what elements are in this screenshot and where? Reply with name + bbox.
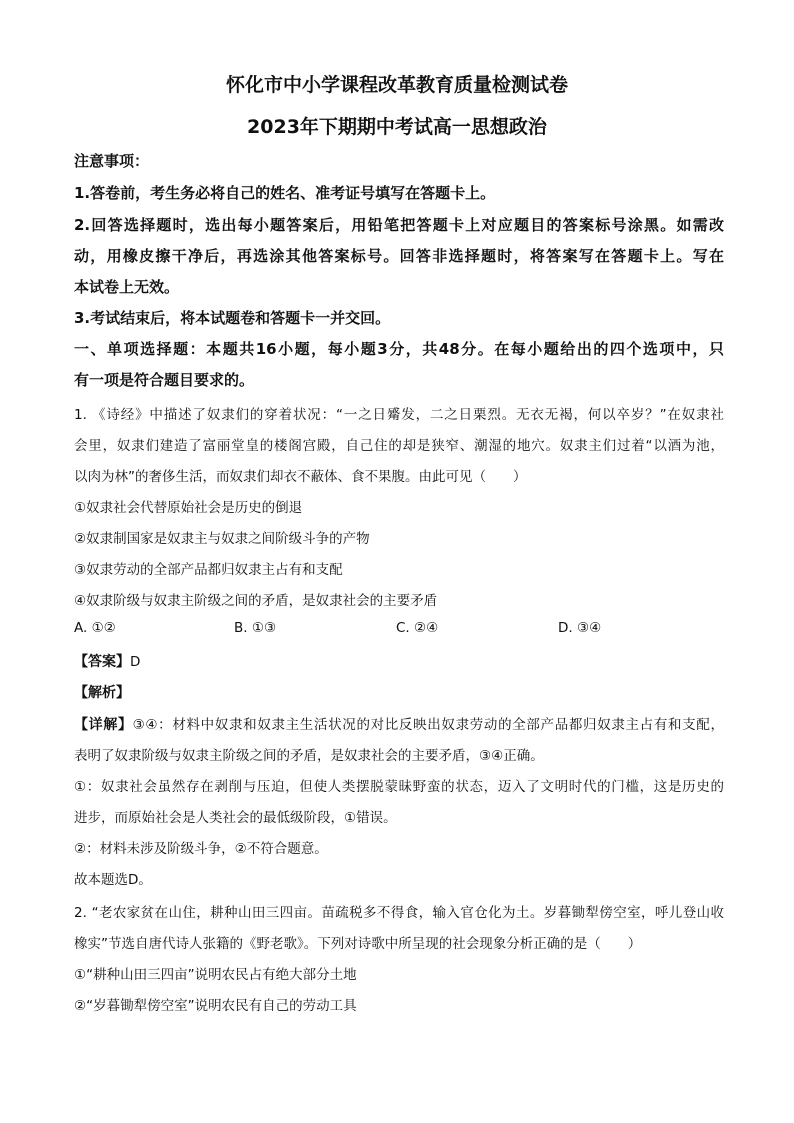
question-2-statement-1: ①“耕种山田三四亩”说明农民占有绝大部分土地: [74, 967, 357, 983]
question-2-statement-2: ②“岁暮锄犁傍空室”说明农民有自己的劳动工具: [74, 998, 357, 1014]
detail-text-1: ③④：材料中奴隶和奴隶主生活状况的对比反映出奴隶劳动的全部产品都归奴隶主占有和支配，: [132, 717, 724, 733]
question-2-stem-line-1: 2. “老农家贫在山住，耕种山田三四亩。苗疏税多不得食，输入官仓化为土。岁暮锄犁傍空室，呼儿登山收: [74, 905, 724, 921]
notice-item-2-line-3: 本试卷上无效。: [74, 278, 180, 296]
answer-value: D: [130, 654, 141, 670]
question-1-stem-line-1: 1. 《诗经》中描述了奴隶们的穿着状况：“一之日觱发，二之日栗烈。无衣无褐，何以卒岁？”在奴隶社: [74, 407, 724, 423]
analysis-tag: 【解析】: [74, 685, 130, 701]
question-1-statement-2: ②奴隶制国家是奴隶主与奴隶之间阶级斗争的产物: [74, 531, 370, 547]
answer-tag: 【答案】: [74, 654, 130, 670]
section-heading-line-2: 有一项是符合题目要求的。: [74, 371, 255, 389]
exam-subtitle: 2023年下期期中考试高一思想政治: [247, 116, 547, 138]
question-1-conclusion: 故本题选D。: [74, 872, 152, 888]
question-1-statement-1: ①奴隶社会代替原始社会是历史的倒退: [74, 500, 303, 516]
question-1-option-c: C. ②④: [396, 620, 439, 636]
question-1-answer: [74, 651, 724, 671]
question-1-option-b: B. ①③: [234, 620, 277, 636]
notice-item-2-line-2: 动，用橡皮擦干净后，再选涂其他答案标号。回答非选择题时，将答案写在答题卡上。写在: [74, 247, 724, 265]
question-1-stem-line-3: 以肉为林”的奢侈生活，而奴隶们却衣不蔽体、食不果腹。由此可见（ ）: [74, 469, 527, 485]
question-1-detail-line-5: ②：材料未涉及阶级斗争，②不符合题意。: [74, 841, 328, 857]
section-heading-line-1: 一、单项选择题：本题共16小题，每小题3分，共48分。在每小题给出的四个选项中，只: [74, 340, 724, 358]
question-1-stem-line-2: 会里，奴隶们建造了富丽堂皇的楼阁宫殿，自己住的却是狭窄、潮湿的地穴。奴隶主们过着“以酒为池，: [74, 438, 724, 454]
notice-item-2-line-1: 2.回答选择题时，选出每小题答案后，用铅笔把答题卡上对应题目的答案标号涂黑。如需改: [74, 216, 724, 234]
question-1-detail-line-1: [74, 713, 724, 734]
question-1-statement-3: ③奴隶劳动的全部产品都归奴隶主占有和支配: [74, 562, 343, 578]
question-1-option-a: A. ①②: [74, 620, 116, 636]
question-1-option-d: D. ③④: [558, 620, 602, 636]
exam-title: 怀化市中小学课程改革教育质量检测试卷: [225, 74, 568, 96]
notice-heading: 注意事项：: [74, 152, 150, 170]
notice-item-3: 3.考试结束后，将本试题卷和答题卡一并交回。: [74, 309, 391, 327]
question-2-stem-line-2: 橡实”节选自唐代诗人张籍的《野老歌》。下列对诗歌中所呈现的社会现象分析正确的是（ ）: [74, 936, 642, 952]
question-1-statement-4: ④奴隶阶级与奴隶主阶级之间的矛盾，是奴隶社会的主要矛盾: [74, 593, 438, 609]
question-1-detail-line-2: 表明了奴隶阶级与奴隶主阶级之间的矛盾，是奴隶社会的主要矛盾，③④正确。: [74, 748, 544, 764]
notice-item-1: 1.答卷前，考生务必将自己的姓名、准考证号填写在答题卡上。: [74, 184, 496, 202]
detail-tag: 【详解】: [74, 717, 133, 733]
question-1-detail-line-3: ①：奴隶社会虽然存在剥削与压迫，但使人类摆脱蒙昧野蛮的状态，迈入了文明时代的门槛，这是历史的: [74, 779, 724, 795]
question-1-detail-line-4: 进步，而原始社会是人类社会的最低级阶段，①错误。: [74, 810, 397, 826]
